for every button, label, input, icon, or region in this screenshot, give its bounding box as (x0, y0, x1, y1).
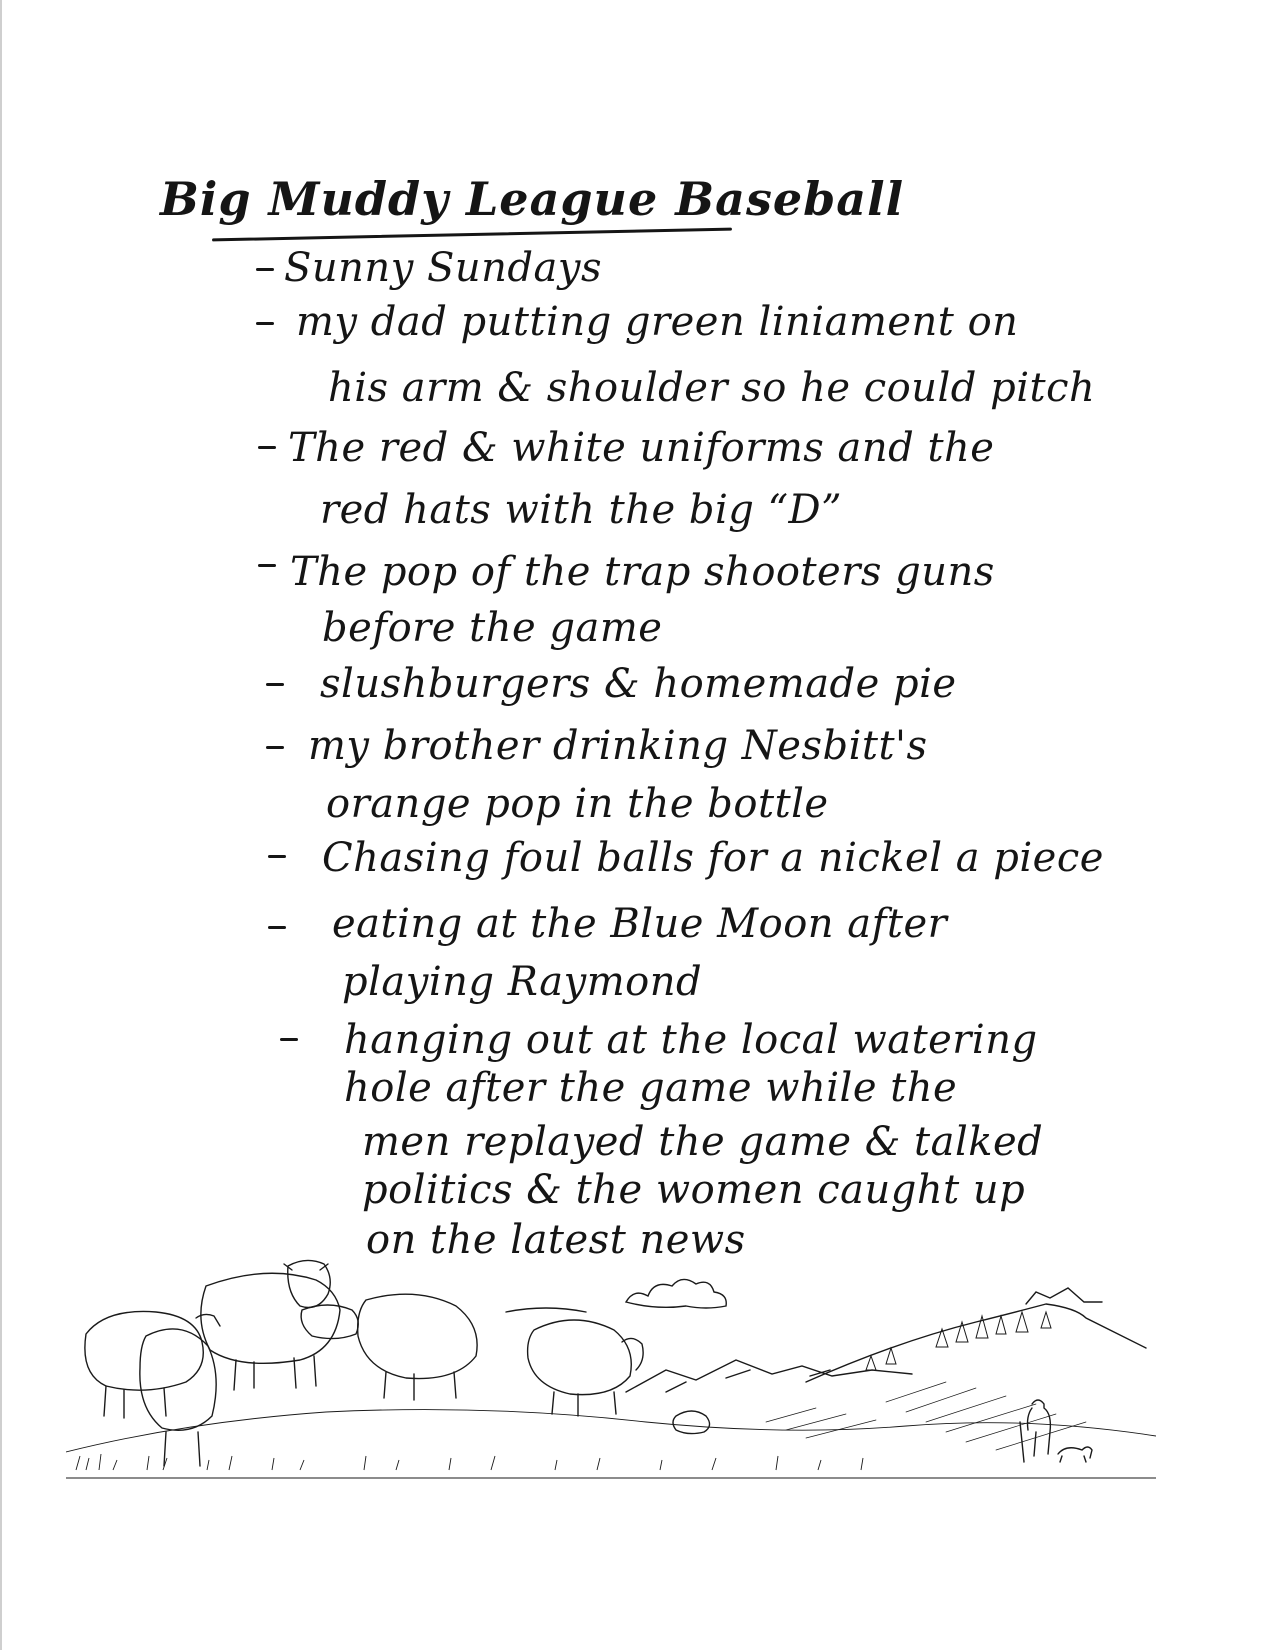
bullet-dash (268, 855, 286, 858)
bullet-dash (256, 268, 274, 271)
list-item-line: men replayed the game & talked (362, 1119, 1044, 1165)
list-item-line: my brother drinking Nesbitt's (308, 723, 928, 769)
list-item-line: red hats with the big “D” (320, 487, 843, 533)
list-item-line: hanging out at the local watering (344, 1017, 1038, 1063)
bullet-dash (256, 322, 274, 325)
list-item-line: slushburgers & homemade pie (320, 661, 957, 707)
list-item-line: before the game (322, 605, 663, 651)
pastoral-sheep-landscape-icon (66, 1252, 1156, 1482)
list-item-line: Chasing foul balls for a nickel a piece (322, 835, 1104, 881)
bullet-dash (268, 926, 286, 929)
list-item-line: orange pop in the bottle (326, 781, 829, 827)
list-item-line: The red & white uniforms and the (288, 425, 995, 471)
bullet-dash (266, 683, 284, 686)
list-item-line: politics & the women caught up (362, 1167, 1026, 1213)
list-item-line: on the latest news (366, 1217, 746, 1263)
list-item-line: Sunny Sundays (284, 245, 603, 291)
bullet-dash (258, 564, 276, 567)
page-title: Big Muddy League Baseball (160, 172, 905, 226)
list-item-line: The pop of the trap shooters guns (290, 549, 995, 595)
list-item-line: eating at the Blue Moon after (332, 901, 948, 947)
bullet-dash (280, 1038, 298, 1041)
bullet-dash (266, 746, 284, 749)
bullet-dash (258, 446, 276, 449)
list-item-line: my dad putting green liniament on (296, 299, 1019, 345)
list-item-line: hole after the game while the (344, 1065, 958, 1111)
list-item-line: his arm & shoulder so he could pitch (328, 365, 1096, 411)
scan-edge (0, 0, 2, 1650)
list-item-line: playing Raymond (342, 959, 703, 1005)
